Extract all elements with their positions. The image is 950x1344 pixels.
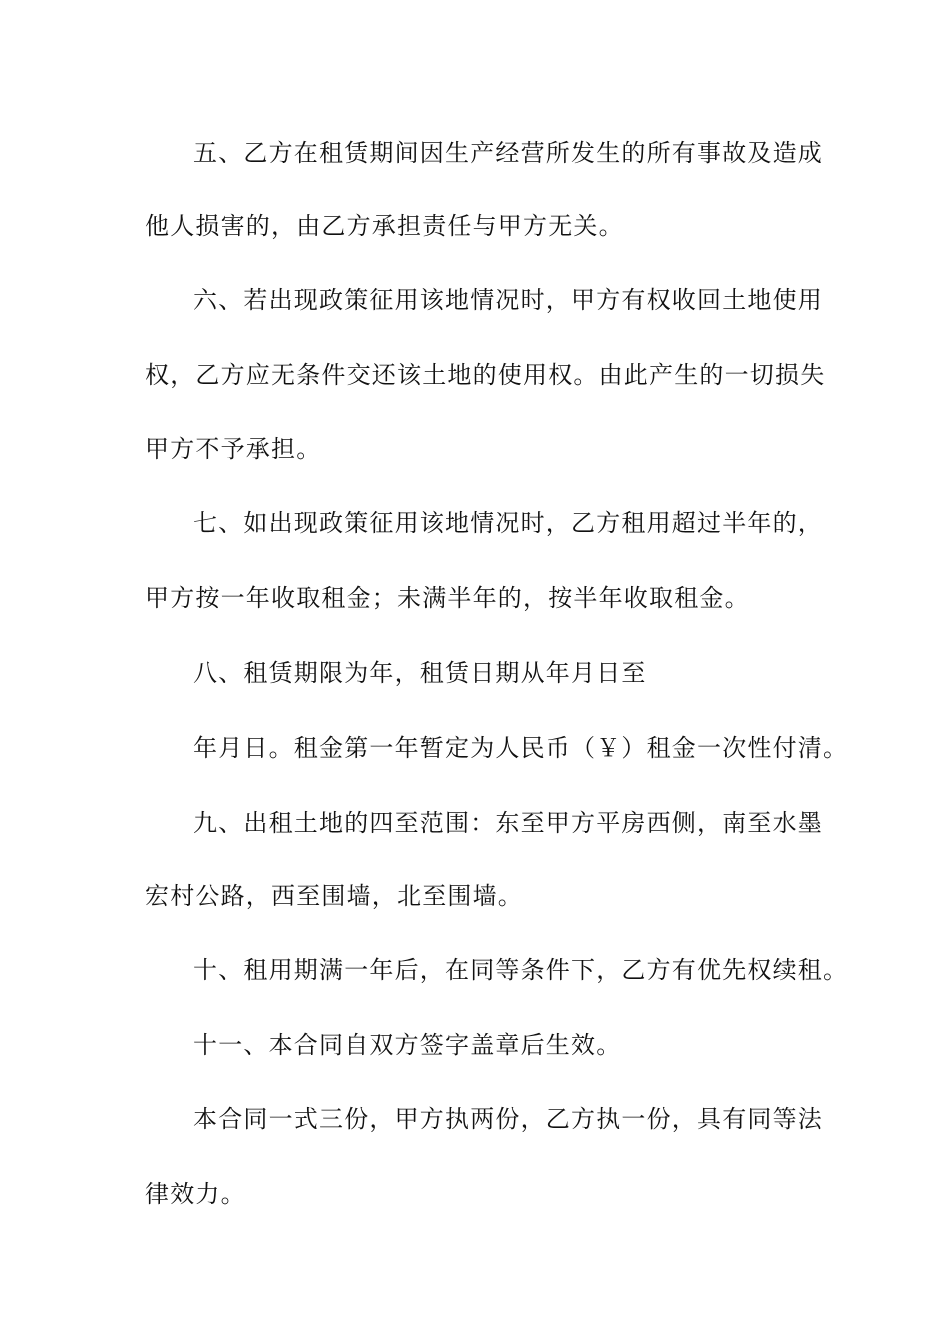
clause-5-line-2: 他人损害的，由乙方承担责任与甲方无关。 [145,212,624,240]
clause-8-line-1: 八、租赁期限为年，租赁日期从年月日至 [193,659,647,687]
clause-6-line-1: 六、若出现政策征用该地情况时，甲方有权收回土地使用 [193,286,823,314]
clause-6-line-2: 权，乙方应无条件交还该土地的使用权。由此产生的一切损失 [145,361,826,389]
clause-8-line-2: 年月日。租金第一年暂定为人民币（￥）租金一次性付清。 [193,734,849,762]
clause-6-line-3: 甲方不予承担。 [145,435,322,463]
clause-10-line: 十、租用期满一年后，在同等条件下，乙方有优先权续租。 [193,956,849,984]
clause-7-line-2: 甲方按一年收取租金；未满半年的，按半年收取租金。 [145,584,750,612]
clause-11-line: 十一、本合同自双方签字盖章后生效。 [193,1031,622,1059]
clause-9-line-2: 宏村公路，西至围墙，北至围墙。 [145,882,523,910]
clause-9-line-1: 九、出租土地的四至范围：东至甲方平房西侧，南至水墨 [193,809,823,837]
copies-line-1: 本合同一式三份，甲方执两份，乙方执一份，具有同等法 [193,1105,823,1133]
clause-7-line-1: 七、如出现政策征用该地情况时，乙方租用超过半年的， [193,509,823,537]
copies-line-2: 律效力。 [145,1180,246,1208]
clause-5-line-1: 五、乙方在租赁期间因生产经营所发生的所有事故及造成 [193,139,823,167]
